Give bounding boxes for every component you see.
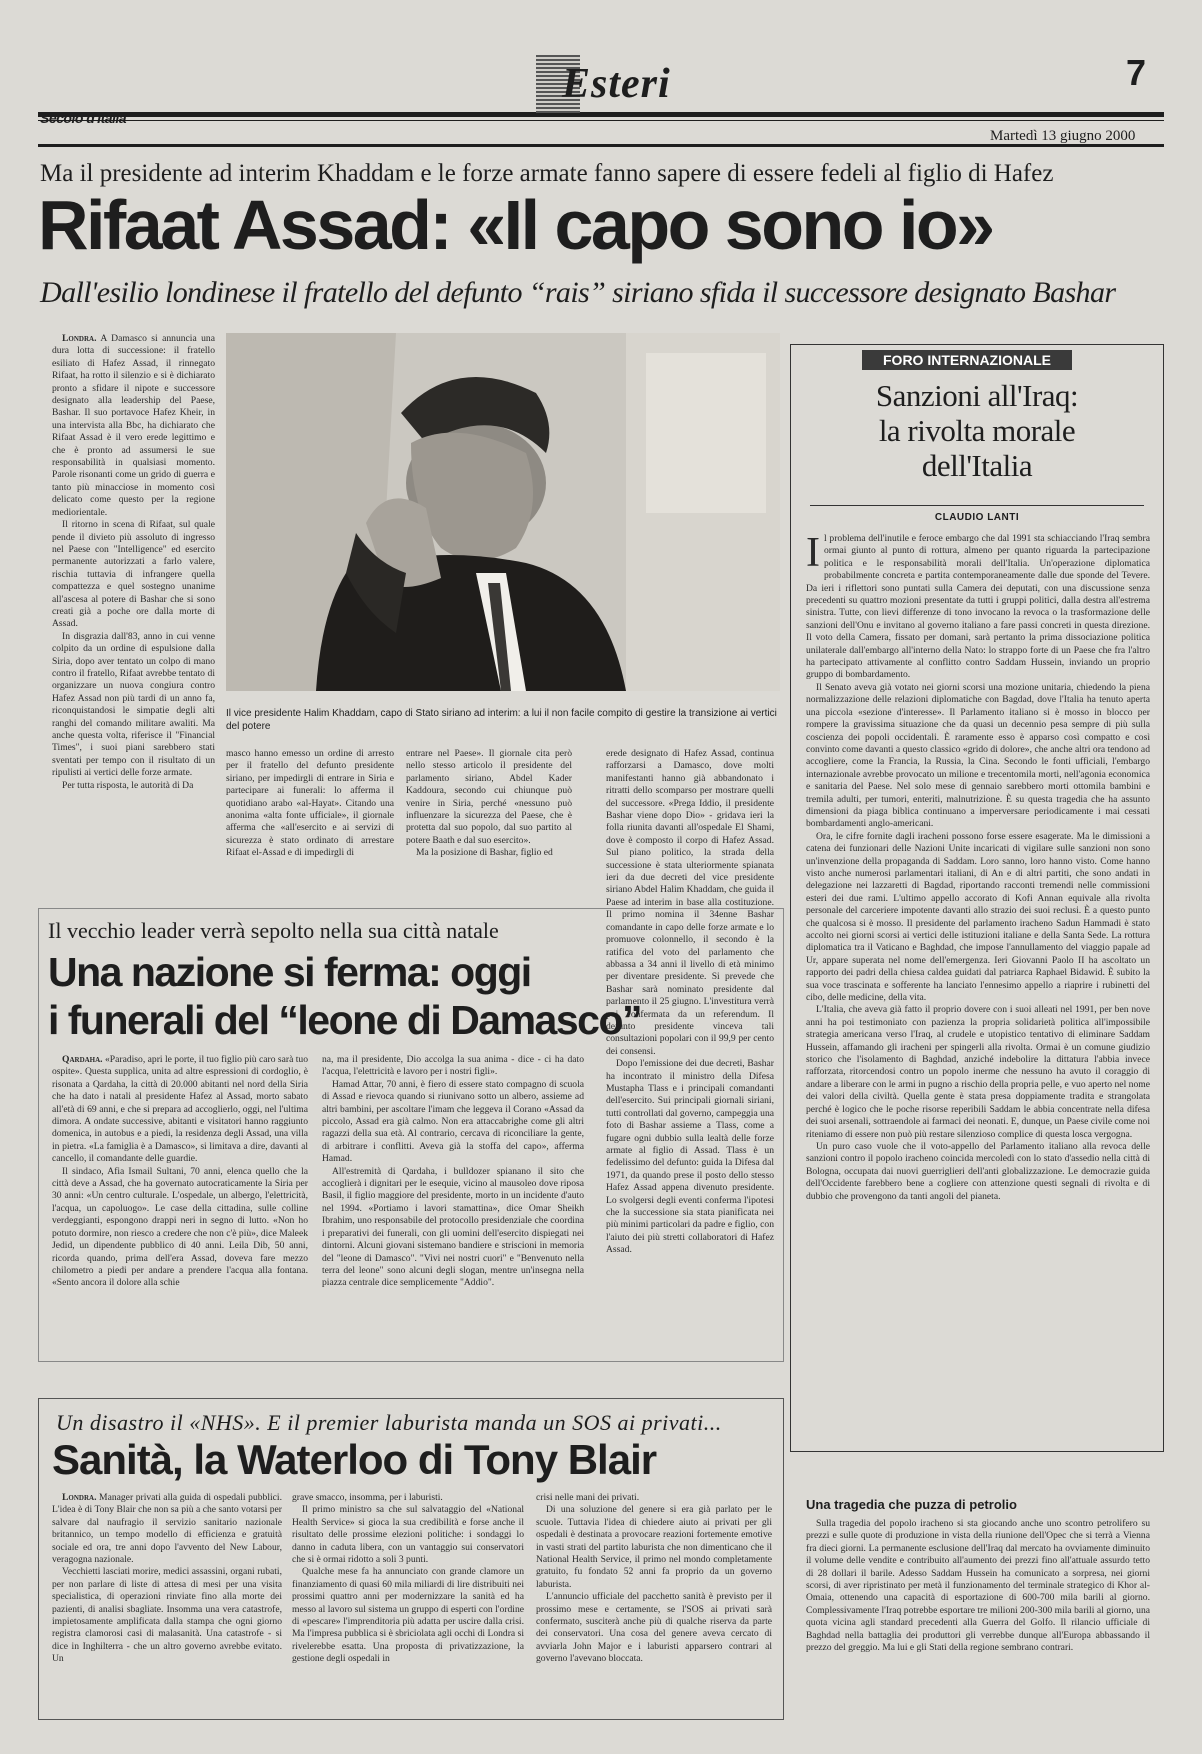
article2-kicker: Il vecchio leader verrà sepolto nella sua città natale [48, 918, 499, 943]
foro-body: Il problema dell'inutile e feroce embargo che dal 1991 sta schiacciando l'Iraq sembra ormai giunto al punto di rottura, almeno per quanto riguarda la partecipazione politica e le responsabilità morali dell'Italia. Un'operazione diplomatica probabilmente concreta e partita contemporaneamente dalle due sponde del Tevere. Da ieri i riflettori sono puntati sulla Camera dei deputati, con una discussione senza precedenti su quattro mozioni presentate da tutti i gruppi politici, dalla destra all'estrema sinistra. Tutte, con lievi differenze di tono invocano la revoca o la trasformazione delle sanzioni dell'Onu e invitano al governo italiano a fare passi concreti in questa direzione. Il voto della Camera, fissato per domani, sarà pertanto la prima dissociazione politica unilaterale dall'embargo all'interno della Nato: lo strappo forte di un Paese che fra l'altro ha partecipato attivamente al conflitto contro Saddam Hussein, inviando un proprio gruppo di bombardamento. Il Senato aveva già votato nei giorni scorsi una mozione unitaria, chiedendo la piena normalizzazione delle relazioni diplomatiche con Bagdad, dove l'Italia ha tenuto aperta una piccola «sezione d'interesse». Il Parlamento italiano si è mosso in blocco per rompere la gravissima situazione che da quasi un decennio pesa sempre di più sulla coscienza dei popoli occidentali. È raramente esso è apparso così compatto e così convinto come davanti a questo classico «grido di dolore», che anche altri ora tendono ad accogliere, come la Francia, la Russia, la Cina. Secondo le fonti ufficiali, l'embargo internazionale avrebbe provocato un milione e trecentomila morti, nell'agonia economica e sanitaria del Paese. Nel solo mese di gennaio sarebbero morti ottomila bambini e tremila adulti, per tumori, enteriti, malnutrizione. È su questa tragedia che ha assunto dimensioni da piaga biblica continuano a imperversare periodicamente i mai cessati bombardamenti anglo-americani. Ora, le cifre fornite dagli iracheni possono forse essere esagerate. Ma le dimissioni a catena dei funzionari delle Nazioni Unite incaricati di vigilare sulle sanzioni non sono un'invenzione della propaganda di Saddam. Loro sanno, loro hanno visto. Come hanno visto anche numerosi parlamentari italiani, di An e di altri partiti, che sono andati in delegazione nei lazzaretti di Bagdad, riportando racconti tremendi nelle commissioni esteri dei due rami. L'ultimo appello accorato di Kofi Annan equivale alla rivolta personale del carceriere impotente davanti allo strazio dei suoi reclusi. È a questo punto che qualcosa si è mosso. Il presidente del parlamento iracheno Sadun Hammadi è stato accolto nei giorni scorsi ai vertici delle istituzioni italiane e della Santa Sede. La rottura diplomatica tra il Vaticano e Baghdad, che impose l'annullamento del viaggio papale ad Ur, appare superata nel nome dell'emergenza. Ieri Giovanni Paolo II ha ascoltato un rapporto dei padri della chiesa caldea guidati dal patriarca Raphael Bidawid. È subito la sua voce trascinata e sofferente ha lanciato l'ennesimo appello a riaprire i rubinetti del cibo, delle medicine, della vita. L'Italia, che aveva già fatto il proprio dovere con i suoi alleati nel 1991, per ben nove anni ha poi testimoniato con pazienza la propria solidarietà politica all'impossibile strategia americana verso l'Iraq, al crudele e utopistico tentativo di eliminare Saddam Hussein, affamando gli iracheni per spingerli alla rivolta. Ormai è un comune giudizio storico che l'isolamento di Baghdad, anziché indebolire la dittatura l'abbia invece rafforzata, ritorcendosi contro un popolo inerme che nessuno ha avuto il coraggio di andare a liberare con le armi in pugno a rischio della propria pelle, e vuo aperto nel nome dei valori della civiltà. Quella gente è stata presa doppiamente tradita e strangolata perché è logico che le poche risorse reperibili Saddam le abbia concentrate nella difesa dei suoi arsenali, sottraendole ai farmaci dei neonati. E, dunque, un Paese civile come noi riteniamo di essere non può più restare silenzioso complice di questa losca vergogna. Un puro caso vuole che il voto-appello del Parlamento italiano alla revoca delle sanzioni contro il popolo iracheno coincida mercoledì con lo stato d'assedio nella città di Bologna, occupata dai nuovi guerriglieri dell'anti globalizzazione. Le democrazie guida dell'Occidente farebbero bene a cogliere con attenzione questi segnali di rivolta e di dubbio che provengono da tanti angoli del pianeta. [806, 533, 1150, 1202]
article1-kicker: Ma il presidente ad interim Khaddam e le forze armate fanno sapere di essere fedeli al figlio di Hafez [40, 160, 1054, 187]
page-number: 7 [1126, 52, 1147, 93]
foro-rule [810, 505, 1144, 506]
article3-dateline: Londra. [62, 1492, 97, 1503]
masthead-rule-top [38, 112, 1164, 117]
foro-section-band: FORO INTERNAZIONALE [862, 350, 1072, 370]
article2-column-1: Qardaha. «Paradiso, apri le porte, il tuo figlio più caro sarà tuo ospite». Questa supplica, unita ad altre espressioni di cordoglio, è risonata a Qardaha, la città di 20.000 abitanti nel nord della Siria che ha dato i natali al presidente Hafez al Assad, morto sabato all'età di 69 anni, e che si prepara ad accoglierlo, oggi, nel l'ultima dimora. A ondate successive, abitanti e visitatori hanno raggiunto domenica, in autobus e a piedi, la residenza degli Assad, una villa in pietra. «La famiglia è a Damasco», si limitava a dire, davanti al cancello, il comandante delle guardie. Il sindaco, Afia Ismail Sultani, 70 anni, elenca quello che la città deve a Assad, che ha governato autocraticamente la Siria per 30 anni: «Un centro culturale. L'ospedale, un albergo, l'elettricità, l'acqua, un capoluogo». Le case della cittadina, sulle colline verdeggianti, espongono drappi neri in segno di lutto. «Non ho potuto dormire, non riesco a credere che non c'è più», dice Maleek Jedid, un dipendente pubblico di 40 anni. Leila Dib, 50 anni, ricorda quando, prima dell'era Assad, doveva fare mezzo chilometro a piedi per andare a prendere l'acqua alla fontana. «Sento ancora il dolore alla schie [52, 1054, 308, 1289]
foro-subarticle-body: Sulla tragedia del popolo iracheno si sta giocando anche uno scontro petrolifero su prezzi e sulle quote di produzione in vista della riunione dell'Opec che si terrà a Vienna fra dieci giorni. La permanente esclusione dell'Iraq dal mercato ha ovviamente diminuito il volume delle vendite e contribuito all'aumento dei prezzi fino all'attuale assurdo tetto di 28 dollari il barile. Adesso Saddam Hussein ha comunicato a sorpresa, nei giorni scorsi, di aver ripristinato per metà il funzionamento del terminale strategico di Khor al-Omaia, ottenendo una capacità di esportazione di 600-700 mila barili al giorno. Complessivamente l'Iraq potrebbe esportare tre milioni 200-300 mila barili al giorno, una quota vicina agli standard precedenti alla Guerra del Golfo. Il rilancio ufficiale di Baghdad nella battaglia dei produttori gli verrebbe dunque all'Europa abbassando il prezzo del greggio. Ma lui e gli Stati della regione sembrano contrari. [806, 1518, 1150, 1654]
article2-dateline: Qardaha. [62, 1054, 103, 1065]
foro-author: CLAUDIO LANTI [934, 512, 1020, 523]
article1-photo [226, 333, 780, 691]
article1-subhead: Dall'esilio londinese il fratello del defunto “rais” siriano sfida il successore designato Bashar [40, 276, 1116, 309]
article1-column-1: Londra. A Damasco si annuncia una dura lotta di successione: il fratello esiliato di Hafez Assad, il rinnegato Rifaat, ha rotto il silenzio e si è dichiarato pronto a sfidare il nipote e successore designato alla leadership del Paese, Bashar. Il suo portavoce Hafez Kheir, in una intervista alla Bbc, ha dichiarato che Rifaat Assad è il vero erede legittimo e che è pronto ad assumersi le sue responsabilità in qualsiasi momento. Parole risonanti come un grido di guerra e tanto più minacciose in momento così delicato come questo per la regione mediorientale. Il ritorno in scena di Rifaat, sul quale pende il divieto più assoluto di ingresso nel Paese con "Intelligence" ed esercito permanente autorizzati a farlo valere, rischia tuttavia di infrangere quella compattezza e quel sostegno unanime all'ascesa al potere di Bashar che si sono creati già a poche ore dalla morte di Assad. In disgrazia dall'83, anno in cui venne colpito da un ordine di espulsione dalla Siria, dopo aver tentato un colpo di mano contro il fratello, Rifaat avrebbe tentato di organizzare un nuova congiura contro Hafez Assad non più tardi di un anno fa, riconquistandosi le simpatie degli alti ranghi del comando militare awaliti. Ma anche questa volta, riferisce il "Financial Times", i suoi piani sarebbero stati sventati per tempo con il risultato di un ripulisti ai vertici delle forze armate. Per tutta risposta, le autorità di Da [52, 333, 215, 791]
article3-column-1: Londra. Manager privati alla guida di ospedali pubblici. L'idea è di Tony Blair che non sa più a che santo votarsi per salvare dal naufragio il servizio sanitario nazionale britannico, un tempo modello di efficienza e gratuità sociale ed ora, tre anni dopo l'avvento del New Labour, veragogna nazionale. Vecchietti lasciati morire, medici assassini, organi rubati, per non parlare di liste di attesa di mesi per una visita specialistica, di operazioni rinviate fino alla morte dei pazienti, di analisi sbagliate. Insomma una vera catastrofe, impietosamente amplificata dalla stampa che ogni giorno registra clamorosi casi di malasanità. Una catastrofe - si dice in Inghilterra - che un altro governo avrebbe evitato. Un [52, 1492, 282, 1665]
foro-subarticle-title: Una tragedia che puzza di petrolio [806, 1497, 1017, 1512]
newspaper-name: Secolo d'Italia [40, 110, 127, 126]
section-title: Esteri [562, 61, 671, 107]
article1-photo-caption: Il vice presidente Halim Khaddam, capo di Stato siriano ad interim: a lui il non facile compito di gestire la transizione ai vertici del potere [226, 708, 777, 732]
article3-column-3: crisi nelle mani dei privati. Di una soluzione del genere si era già parlato per le scuole. Tuttavia l'idea di chiedere aiuto ai privati per gli ospedali è destinata a provocare reazioni fortemente emotive in vasti strati del partito laburista che non dimenticano che il National Health Service, il primo nel mondo completamente gratuito, fu fondato 52 anni fa proprio da un governo laburista. L'annuncio ufficiale del pacchetto sanità è previsto per il prossimo mese e certamente, se l'SOS ai privati sarà confermato, susciterà anche più di qualche riserva da parte dei conservatori. Una cosa del genere aveva cercato di avviarla John Major e i laburisti apparsero contrari al governo l'avevano bloccata. [536, 1492, 772, 1665]
article2-headline: Una nazione si ferma: oggi i funerali del “leone di Damasco” [48, 949, 642, 1043]
article3-headline: Sanità, la Waterloo di Tony Blair [52, 1436, 657, 1483]
article1-dateline: Londra. [62, 333, 97, 344]
foro-title: Sanzioni all'Iraq: la rivolta morale dell'Italia [875, 378, 1079, 483]
masthead-rule-thin [38, 120, 1164, 121]
issue-date: Martedì 13 giugno 2000 [990, 128, 1136, 144]
article1-headline: Rifaat Assad: «Il capo sono io» [38, 186, 993, 264]
foro-dropcap: I [806, 533, 820, 576]
photo-khaddam-illustration [226, 333, 780, 691]
article3-kicker: Un disastro il «NHS». E il premier laburista manda un SOS ai privati... [56, 1410, 722, 1435]
article1-column-2: masco hanno emesso un ordine di arresto per il fratello del defunto presidente siriano, per impedirgli di entrare in Siria e partecipare ai funerali: lo afferma il quotidiano arabo «al-Hayat». Citando una anonima «alta fonte ufficiale», il giornale afferma che «all'esercito e ai servizi di sicurezza è stato ordinato di arrestare Rifaat el-Assad e di impedirgli di [226, 748, 394, 859]
article1-column-4: erede designato di Hafez Assad, continua rafforzarsi a Damasco, dove molti manifestanti hanno già abbandonato i ritratti dello scomparso per mostrare quelli del successore. «Prega Iddio, il presidente Bashar viene dopo Dio» - gridava ieri la folla riunita davanti all'ospedale El Shami, dove è composto il corpo di Hafez Assad. Sul piano politico, la strada della successione è stata ulteriormente spianata ieri da due decreti del vice presidente siriano Abdel Halim Khaddam, che guida il Paese ad interim in base alla costituzione. Il primo nomina il 34enne Bashar comandante in capo delle forze armate e lo promuove colonnello, il secondo è la ratifica del voto del parlamento che abbassa a 34 anni il livello di età minimo per diventare presidente. Si prevede che Bashar sarà nominato presidente dal parlamento il 25 giugno. L'investitura verrà poi confermata da un referendum. Il defunto presidente vinceva tali consultazioni popolari con il 99,9 per cento dei consensi. Dopo l'emissione dei due decreti, Bashar ha incontrato il ministro della Difesa Mustapha Tlass e i principali comandanti dell'esercito. Sui principali giornali siriani, tutti controllati dal governo, campeggia una foto di Bashar assieme a Tlass, come a fugare ogni dubbio sulla lealtà delle forze armate al figlio di Assad. Tlass è un fedelissimo del defunto: guida la Difesa dal 1971, da quando prese il posto dello stesso Hafez Assad appena divenuto presidente. Lo svolgersi degli eventi conferma l'ipotesi che la successione sia stata pianificata nei più minimi particolari da padre e figlio, con l'aiuto dei più stretti collaboratori di Hafez Assad. [606, 748, 774, 1256]
article3-column-2: grave smacco, insomma, per i laburisti. Il primo ministro sa che sul salvataggio del «National Health Service» si gioca la sua credibilità e forse anche il risultato delle prossime elezioni politiche: i sondaggi lo danno in caduta libera, con un vantaggio sui conservatori che si è ormai ridotto a soli 3 punti. Qualche mese fa ha annunciato con grande clamore un finanziamento di quasi 60 mila miliardi di lire distribuiti nei prossimi quattro anni per modernizzare la sanità ed ha messo al lavoro sul sistema un gruppo di esperti con l'ordine di «pescare» l'imprenditoria più adatta per uscire dalla crisi. Ma l'impresa pubblica si è sbriciolata agli occhi di Londra si rivelerebbe esatta. Una proposta di privatizzazione, la gestione degli ospedali in [292, 1492, 524, 1665]
article2-column-2: na, ma il presidente, Dio accolga la sua anima - dice - ci ha dato l'acqua, l'elettricità e lavoro per i nostri figli». Hamad Attar, 70 anni, è fiero di essere stato compagno di scuola di Assad e rievoca quando si riunivano sotto un albero, assieme ad altri bambini, per ascoltare l'imam che leggeva il Corano «Assad da piccolo, Assad era già calmo. Non era attaccabrighe come gli altri ragazzi della sua età. Al contrario, cercava di riconciliare la gente, di arbitrare i conflitti. Aveva già la stoffa del capo», afferma Hamad. All'estremità di Qardaha, i bulldozer spianano il sito che accoglierà i dignitari per le esequie, vicino al mausoleo dove riposa Basil, il figlio maggiore del presidente, morto in un incidente d'auto nel 1994. «Portiamo i lavori stamattina», dice Omar Sheikh Ibrahim, uno responsabile del protocollo presidenziale che coordina i preparativi dei funerali, con gli uomini dell'esercito dispiegati nei dintorni. Alcuni giovani sistemano bandiere e striscioni in memoria del "leone di Damasco". "Vivi nei nostri cuori" e "Benvenuto nella terra del leone" sono alcuni degli slogan, mentre un'insegna nella piazza centrale dice semplicemente "Addio". [322, 1054, 584, 1289]
article1-column-3: entrare nel Paese». Il giornale cita però nello stesso articolo il presidente del parlamento siriano, Abdel Kader Kaddoura, secondo cui chiunque può venire in Siria, perché «nessuno può influenzare la sicurezza del Paese, che è protetta dal suo popolo, dal suo partito al potere Baath e dal suo esercito». Ma la posizione di Bashar, figlio ed [406, 748, 572, 859]
